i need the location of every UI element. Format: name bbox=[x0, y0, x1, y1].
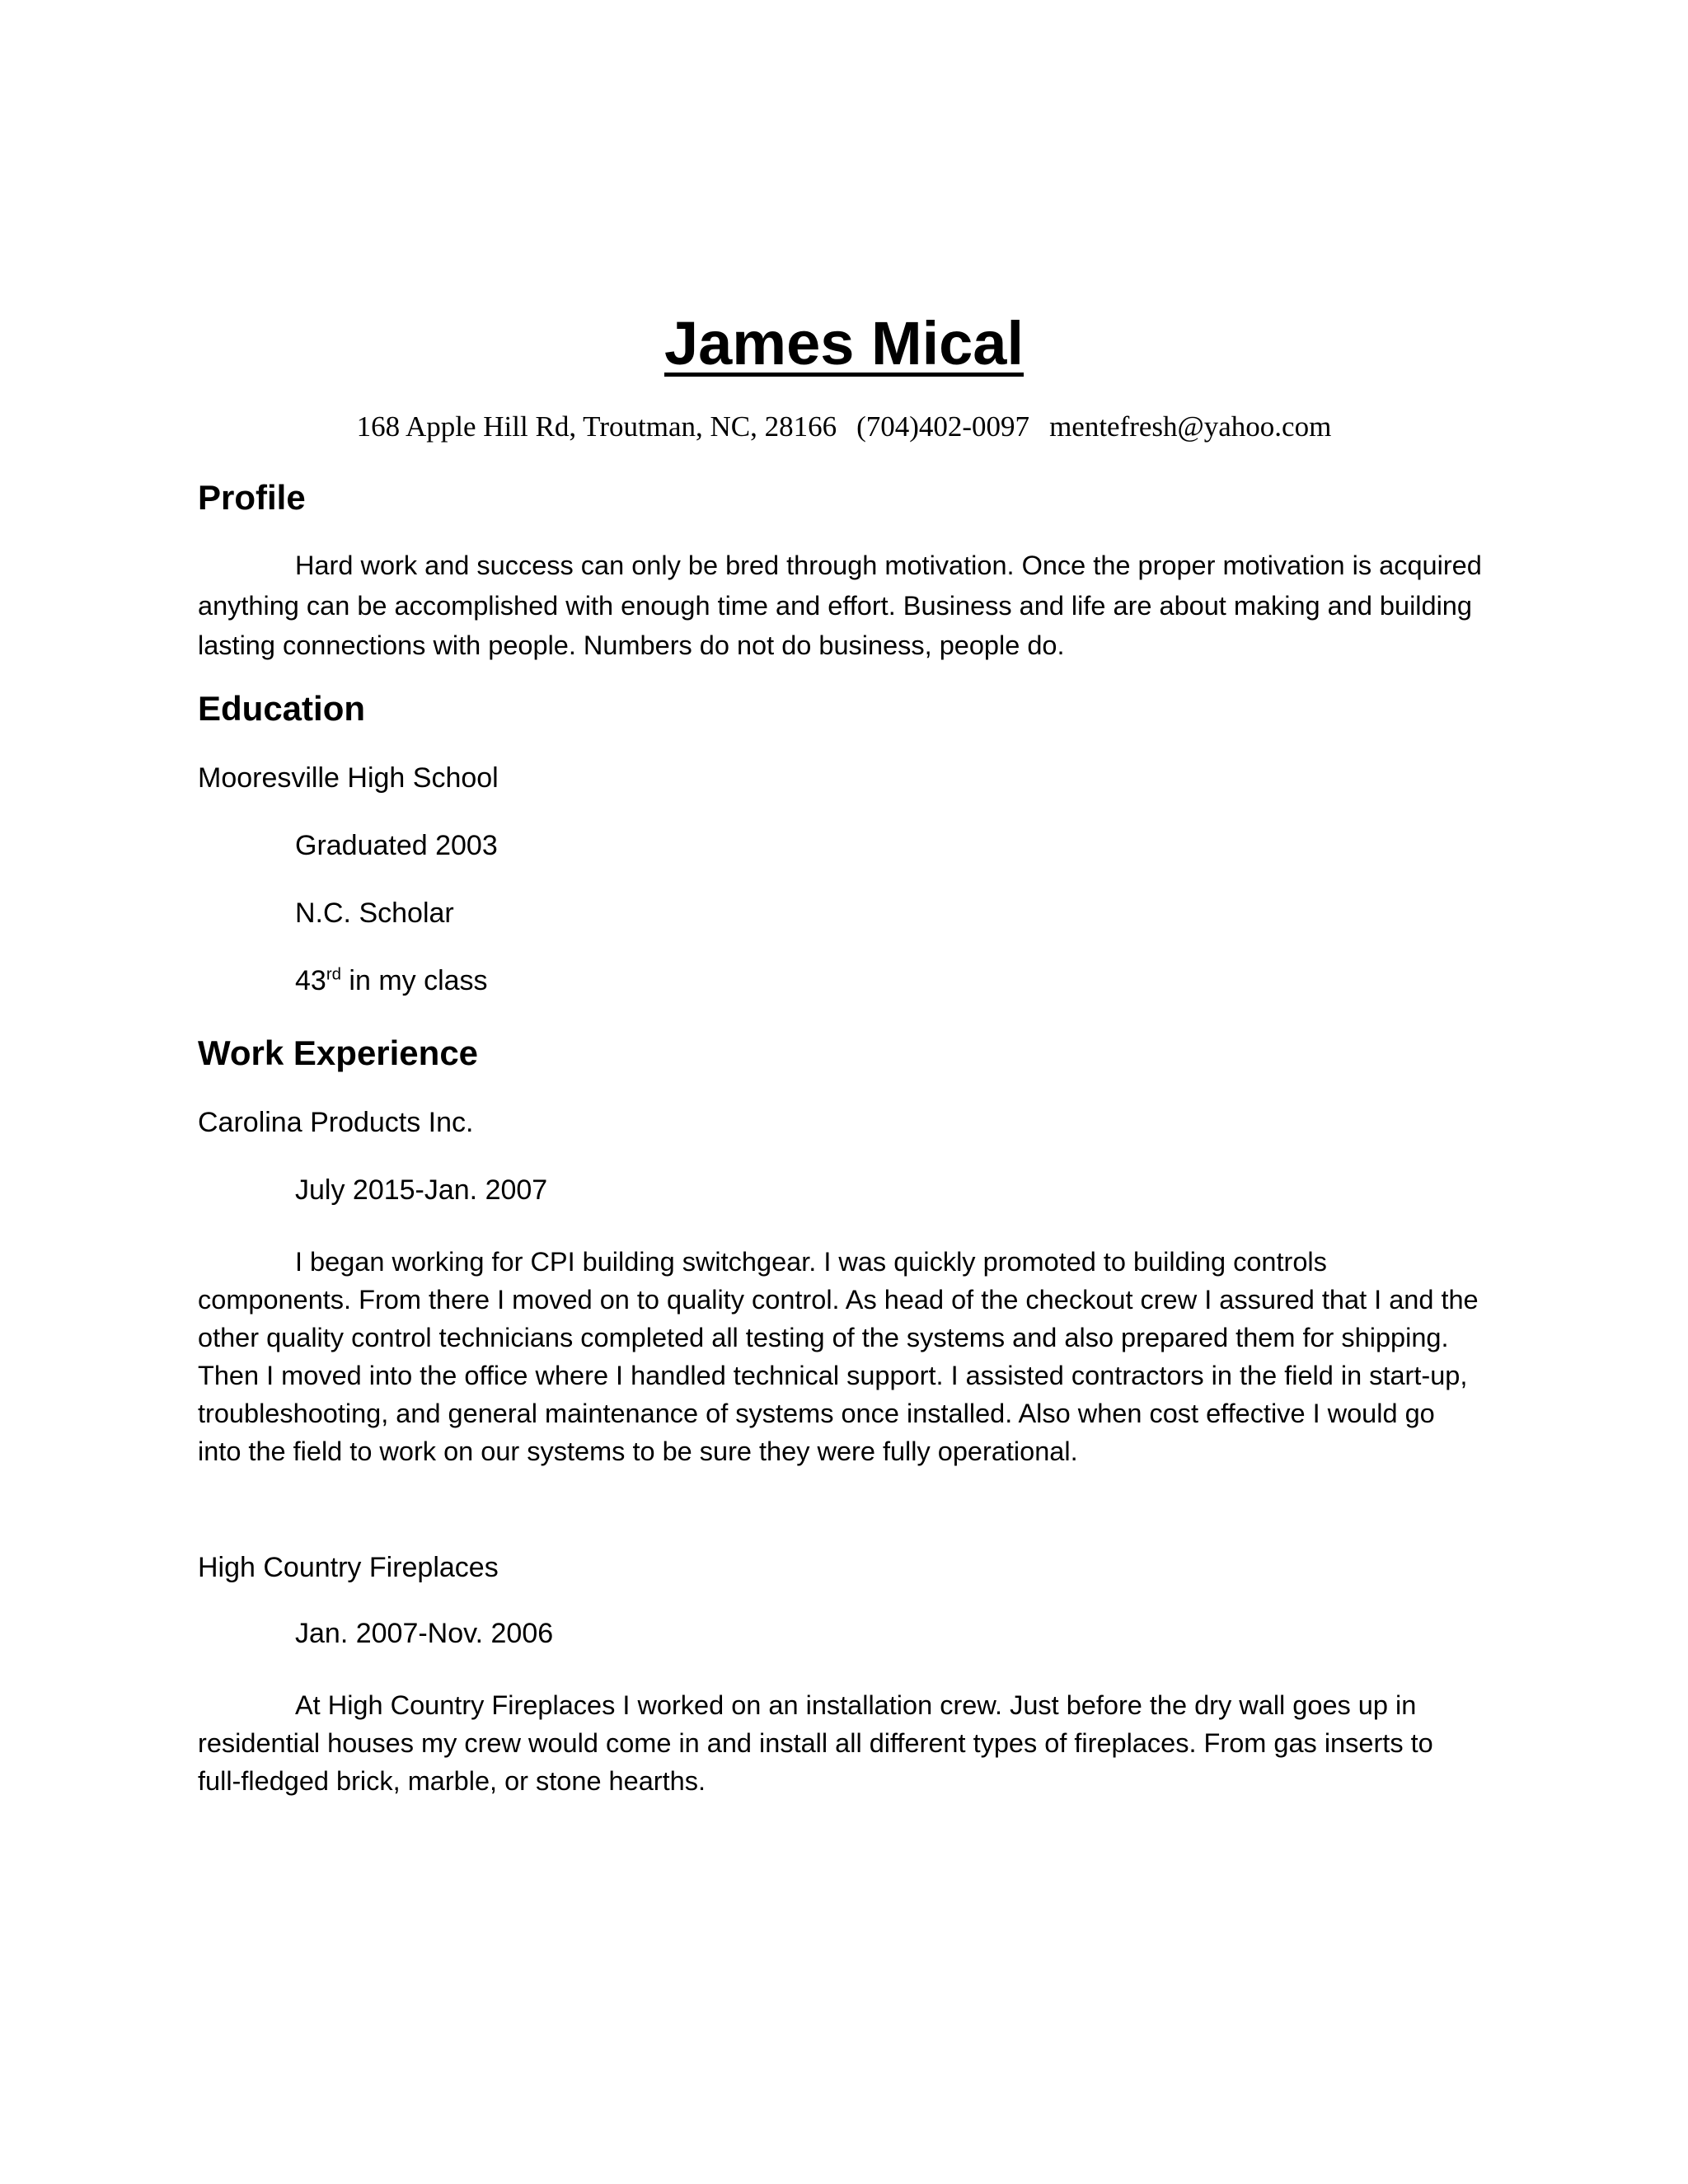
contact-address: 168 Apple Hill Rd, Troutman, NC, 28166 bbox=[356, 410, 837, 443]
resume-name: James Mical bbox=[663, 309, 1025, 377]
education-rank bbox=[295, 963, 488, 999]
job-dates: Jan. 2007-Nov. 2006 bbox=[295, 1618, 554, 1649]
job-company: Carolina Products Inc. bbox=[198, 1107, 474, 1138]
education-honor: N.C. Scholar bbox=[295, 898, 454, 929]
contact-line bbox=[0, 409, 1688, 445]
education-heading: Education bbox=[198, 689, 366, 728]
education-graduated: Graduated 2003 bbox=[295, 830, 498, 861]
job-dates: July 2015-Jan. 2007 bbox=[295, 1174, 548, 1206]
job-description: At High Country Fireplaces I worked on an installation crew. Just before the dry wall goes up in residential houses my crew would come in and install all different types of fireplaces. From gas inserts to full-fledged brick, marble, or stone hearths. bbox=[198, 1690, 1433, 1796]
contact-email: mentefresh@yahoo.com bbox=[1049, 410, 1332, 443]
education-school: Mooresville High School bbox=[198, 762, 499, 794]
job-description: I began working for CPI building switchgear. I was quickly promoted to building controls components. From there I moved on to quality control. As head of the checkout crew I assured that I and the other quality control technicians completed all testing of the systems and also prepared them for shipping. Then I moved into the office where I handled technical support. I assisted contractors in the field in start-up, troubleshooting, and general maintenance of systems once installed. Also when cost effective I would go into the field to work on our systems to be sure they were fully operational. bbox=[198, 1247, 1479, 1466]
profile-heading: Profile bbox=[198, 478, 306, 517]
job-company: High Country Fireplaces bbox=[198, 1552, 499, 1583]
rank-rest: in my class bbox=[340, 965, 488, 996]
work-heading: Work Experience bbox=[198, 1033, 479, 1072]
rank-suffix: rd bbox=[326, 965, 341, 984]
profile-text: Hard work and success can only be bred through motivation. Once the proper motivation is acquired anything can be accomplished with enough time and effort. Business and life are about making and building lasting connections with people. Numbers do not do business, people do. bbox=[198, 551, 1482, 660]
contact-phone: (704)402-0097 bbox=[856, 410, 1030, 443]
rank-number: 43 bbox=[295, 965, 326, 996]
